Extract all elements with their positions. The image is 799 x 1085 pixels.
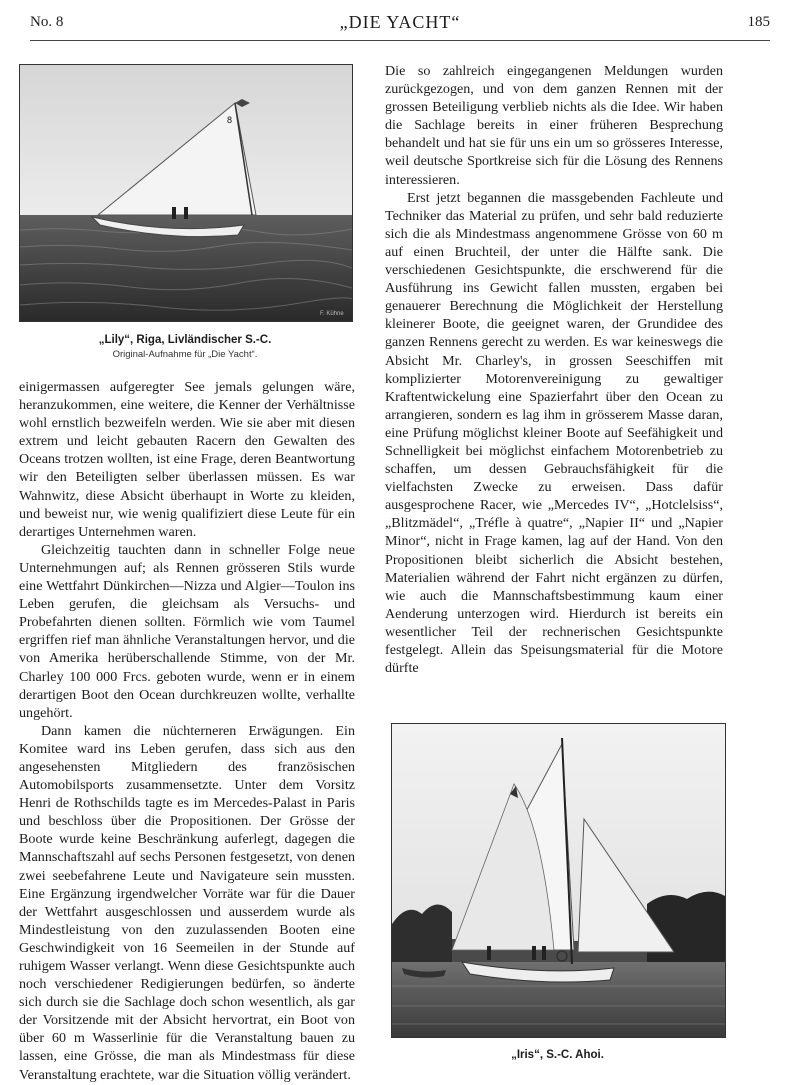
photo-iris	[391, 723, 726, 1038]
lily-sailboat-photo	[20, 65, 352, 321]
paragraph: Dann kamen die nüchterneren Erwägungen. Ein Komitee ward ins Leben gerufen, dass sich aus den angesehensten Mitgliedern des französischen Automobilsports zusammensetzte. Unter dem Vorsitz Henri de Rothschilds tagte es im Mercedes-Palast in Paris und beschloss über die Propositionen. Der Grösse der Boote wurde keine Beschränkung auferlegt, dagegen die Mannschaftszahl auf sechs Personen festgesetzt, von denen zwei seebefahrene Leute und Navigateure sein mussten. Eine Ergänzung irgendwelcher Vorräte war für die Dauer der Wettfahrt ausgeschlossen und ausserdem wurde als Mindestleistung von den zuzulassenden Booten eine Geschwindigkeit von 16 Seemeilen in der Stunde auf ruhigem Wasser verlangt. Wenn diese Gesichtspunkte auch noch verschiedener Redigierungen bedürfen, so änderte sich durch sie die Sachlage doch schon wesentlich, als gar der Vorsitzende mit der Absicht hervortrat, ein Boot von über 60 m Wasserlinie für die Veranstaltung bauen zu lassen, eine Grösse, die man als Mindestmass für diese Veranstaltung erachtete, war die Situation völlig verändert.	[19, 722, 355, 1083]
sail-number: 8	[227, 115, 233, 125]
right-column	[385, 62, 723, 677]
journal-title: „DIE YACHT“	[339, 12, 461, 32]
running-header	[30, 8, 770, 41]
photo-lily	[19, 64, 353, 322]
paragraph: einigermassen aufgeregter See jemals gelungen wäre, heranzukommen, eine weitere, die Kenner der Verhältnisse wohl ernstlich bezweifeln werden. Wie sie aber mit diesen extrem und leicht gebauten Racern den Gewalten des Oceans trotzen wollten, ist eine Frage, deren Beantwortung wir den Beteiligten selber überlassen müssen. Es war Wahnwitz, diese Absicht überhaupt in Worte zu kleiden, und beweist nur, wie wenig qualifiziert diese Leute für ein derartiges Unternehmen waren.	[19, 379, 355, 540]
photographer-mark: F. Kühne	[320, 311, 344, 317]
caption-lily-source: Original-Aufnahme für „Die Yacht“.	[112, 349, 258, 360]
paragraph: Die so zahlreich eingegangenen Meldungen wurden zurückgezogen, und von dem ganzen Rennen mit der grossen Beteiligung verblieb nichts als die Idee. Wir haben die Sachlage bereits in einer früheren Besprechung behandelt und hat sie für uns ein um so grösseres Interesse, weil deutsche Sportkreise sich für die Lösung des Rennens interessieren.	[385, 63, 723, 188]
paragraph: Gleichzeitig tauchten dann in schneller Folge neue Unternehmungen auf; als Rennen grösseren Stils wurde eine Wettfahrt Dünkirchen—Nizza und Algier—Toulon ins Leben gerufen, die gleichsam als Versuchs- und Probefahrten dienen sollten. Förmlich wie vom Taumel ergriffen rief man ähnliche Veranstaltungen hervor, und die von Amerika herüberschallende Stimme, von der Mr. Charley 100 000 Frcs. geboten wurde, wenn er in einem derartigen Boot den Ocean durchkreuzen wollte, verhallte ungehört.	[19, 541, 355, 721]
left-column	[19, 378, 355, 1084]
caption-lily: „Lily“, Riga, Livländischer S.-C.	[98, 334, 272, 346]
caption-iris: „Iris“, S.-C. Ahoi.	[511, 1049, 604, 1061]
paragraph: Erst jetzt begannen die massgebenden Fachleute und Techniker das Material zu prüfen, und sehr bald reduzierte sich die als Mindestmass angenommene Grösse von 60 m auf einen Bruchteil, der unter die Hälfte sank. Die verschiedenen Gesichtspunkte, die erschwerend für die Ausführung ins Gewicht fallen mussten, ergaben bei genauerer Berechnung die Möglichkeit der Herstellung kleinerer Boote, die geeignet waren, der Grundidee des ganzen Rennens gerecht zu werden. Es war keineswegs die Absicht Mr. Charley's, in grossen Seeschiffen mit komplizierter Motorenvereinigung zu gewaltiger Kraftentwickelung eine Spazierfahrt über den Ocean zu arrangieren, sondern es lag ihm in grösserem Masse daran, eine Prüfung möglichst kleiner Boote auf Seefähigkeit und Schnelligkeit bei möglichst einfachem Motorenbetrieb zu schaffen, um dessen Gebrauchsfähigkeit für die vielfachsten Zwecke zu erweisen. Dass dafür ausgesprochene Racer, wie „Mercedes IV“, „Hotclelsiss“, „Blitzmädel“, „Tréfle à quatre“, „Napier II“ und „Napier Minor“, nicht in Frage kamen, lag auf der Hand. Von den Propositionen bleibt sicherlich die Absicht bestehen, Materialien während der Fahrt nicht ergänzen zu dürfen, wie auch die Mannschaftsbestimmung kaum einer Aenderung unterzogen wird. Hierdurch ist bereits ein wesentlicher Teil der rechnerischen Gesichtspunkte festgelegt. Allein das Speisungsmaterial für die Motore dürfte	[385, 189, 723, 677]
iris-sailboat-photo	[392, 724, 725, 1037]
page-number: 185	[747, 14, 770, 30]
issue-number: No. 8	[30, 14, 64, 30]
